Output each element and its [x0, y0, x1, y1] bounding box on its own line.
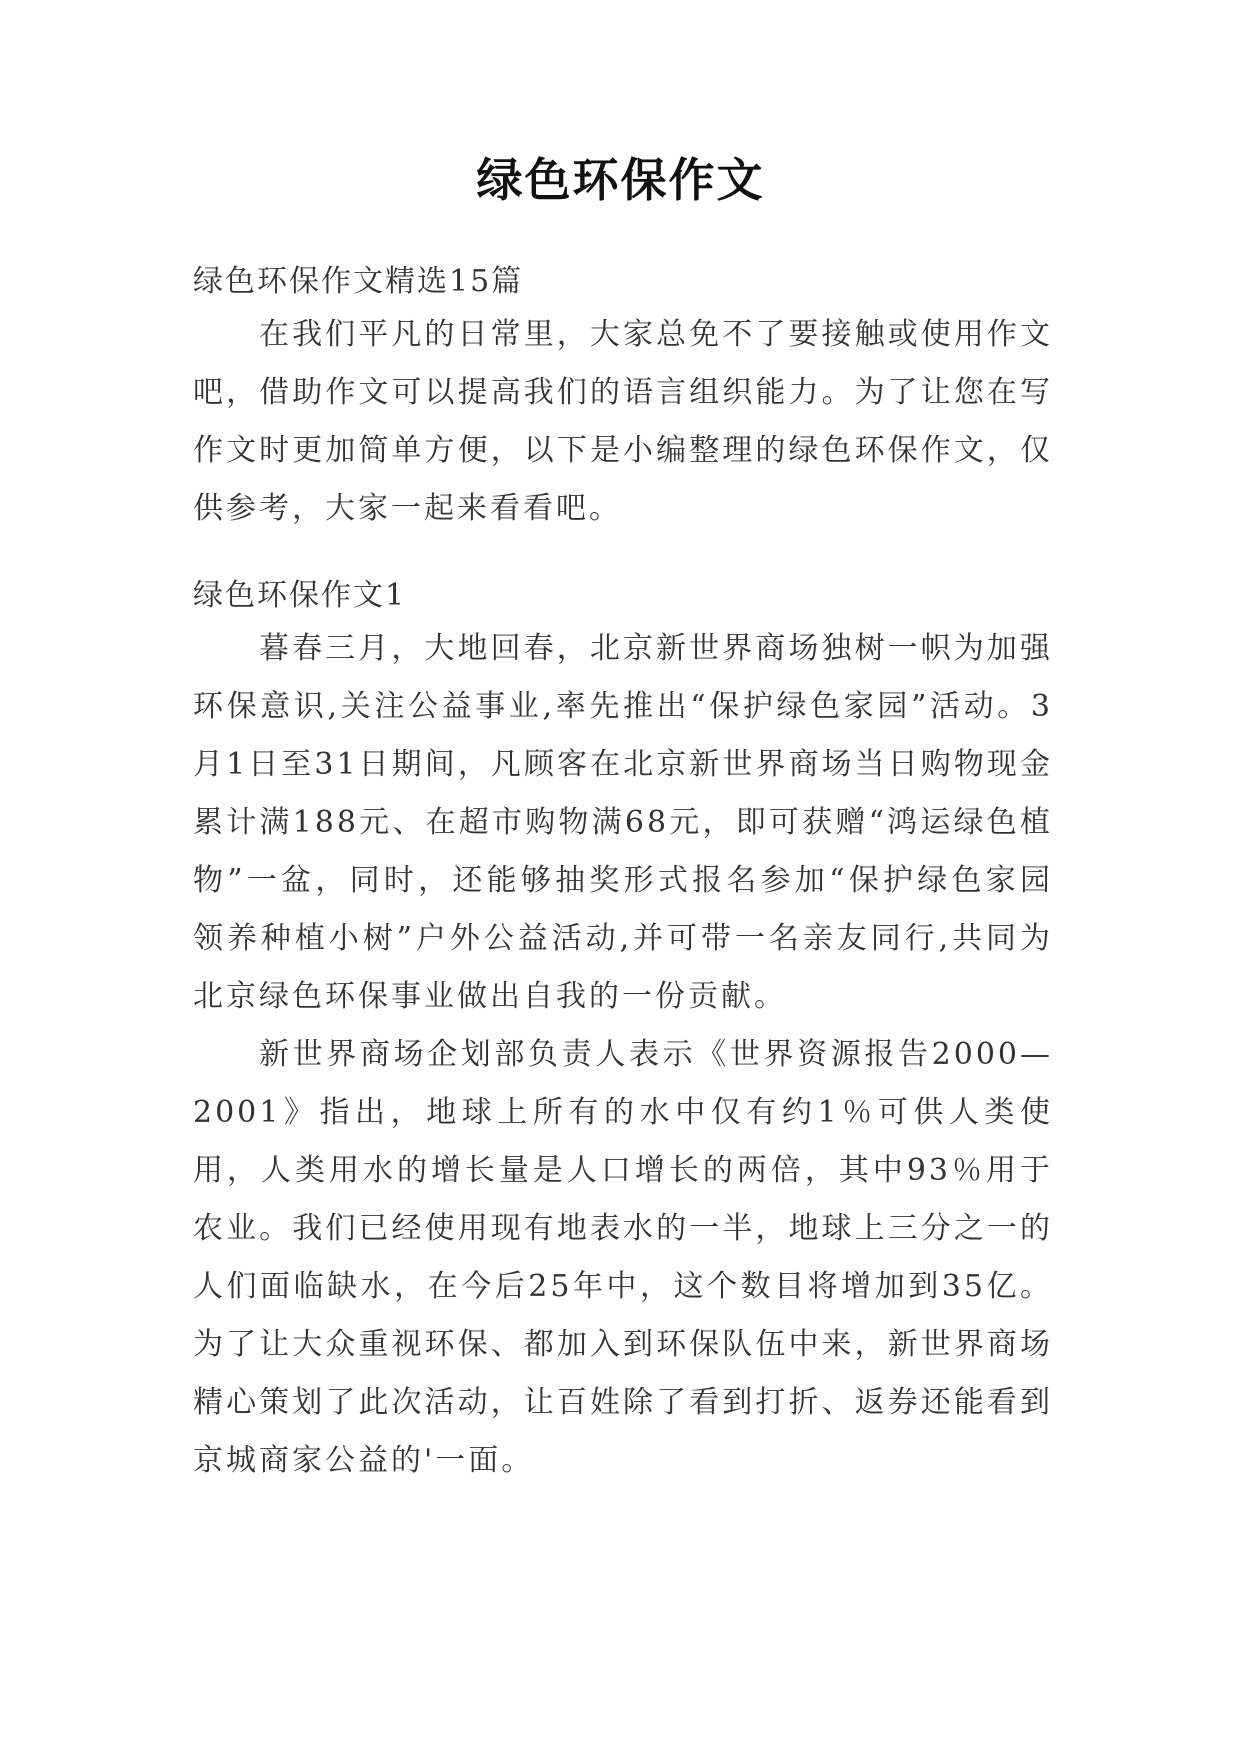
document-title: 绿色环保作文 — [476, 153, 765, 207]
document-subtitle: 绿色环保作文精选15篇 — [193, 264, 524, 299]
article-paragraph-2: 新世界商场企划部负责人表示《世界资源报告2000—2001》指出，地球上所有的水中仅有约1％可供人类使用，人类用水的增长量是人口增长的两倍，其中93％用于农业。我们已经使用现有地表水的一半，地球上三分之一的人们面临缺水，在今后25年中，这个数目将增加到35亿。为了让大众重视环保、都加入到环保队伍中来，新世界商场精心策划了此次活动，让百姓除了看到打折、返券还能看到京城商家公益的'一面。 — [193, 1037, 1053, 1478]
intro-paragraph: 在我们平凡的日常里，大家总免不了要接触或使用作文吧，借助作文可以提高我们的语言组织能力。为了让您在写作文时更加简单方便，以下是小编整理的绿色环保作文，仅供参考，大家一起来看看吧。 — [193, 317, 1053, 526]
article-body — [193, 620, 1053, 1490]
section-heading: 绿色环保作文1 — [193, 578, 407, 613]
article-paragraph-1: 暮春三月，大地回春，北京新世界商场独树一帜为加强环保意识,关注公益事业,率先推出“保护绿色家园”活动。3月1日至31日期间，凡顾客在北京新世界商场当日购物现金累计满188元、在超市购物满68元，即可获赠“鸿运绿色植物”一盆，同时，还能够抽奖形式报名参加“保护绿色家园领养种植小树”户外公益活动,并可带一名亲友同行,共同为北京绿色环保事业做出自我的一份贡献。 — [193, 631, 1053, 1014]
intro-block — [193, 306, 1053, 538]
